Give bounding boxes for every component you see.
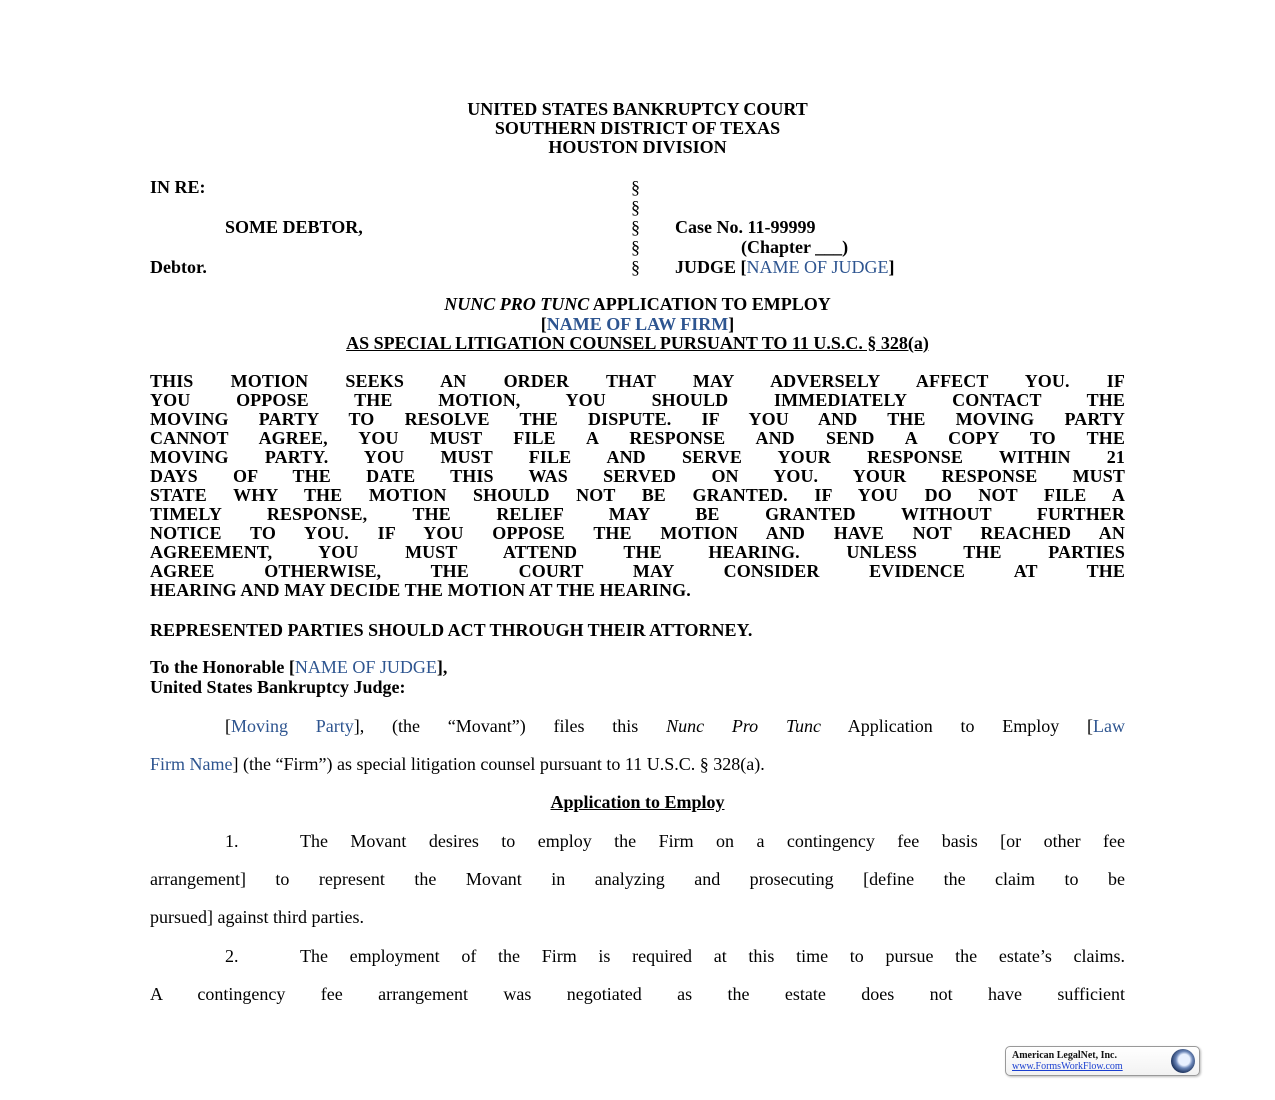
bracket-open: [ (225, 716, 231, 736)
represented-parties-notice: REPRESENTED PARTIES SHOULD ACT THROUGH THEIR ATTORNEY. (150, 620, 753, 640)
notice-line: HEARING AND MAY DECIDE THE MOTION AT THE HEARING. (150, 580, 691, 600)
case-number: Case No. 11-99999 (675, 217, 816, 237)
salutation (150, 658, 447, 697)
notice-line: NOTICE TO YOU. IF YOU OPPOSE THE MOTION AND HAVE NOT REACHED AN (150, 523, 1125, 543)
numbered-paragraph-2 (150, 937, 1125, 1013)
salutation-suffix: ], (436, 657, 448, 677)
intro-text: ], (the “Movant”) files this (353, 716, 667, 736)
notice-line: TIMELY RESPONSE, THE RELIEF MAY BE GRANTED WITHOUT FURTHER (150, 504, 1125, 524)
court-name: UNITED STATES BANKRUPTCY COURT (467, 99, 808, 119)
title-line-2 (150, 315, 1125, 335)
intro-nunc-pro-tunc: Nunc Pro Tunc (666, 716, 821, 736)
chapter-field: (Chapter ___) (741, 237, 849, 257)
intro-paragraph (150, 707, 1125, 783)
judge-name-placeholder[interactable]: NAME OF JUDGE (294, 657, 437, 677)
debtor-label: Debtor. (150, 257, 207, 277)
judge-bracket-close: ] (888, 257, 895, 277)
document-title (150, 295, 1125, 354)
notice-line: DAYS OF THE DATE THIS WAS SERVED ON YOU. YOUR RESPONSE MUST (150, 466, 1125, 486)
numbered-paragraph-1 (150, 822, 1125, 936)
title-application: APPLICATION TO EMPLOY (589, 294, 831, 314)
title-nunc-pro-tunc: NUNC PRO TUNC (444, 294, 590, 314)
notice-block (150, 372, 1125, 600)
section-symbol: § (631, 217, 640, 237)
section-heading-text: Application to Employ (550, 792, 725, 812)
court-district: SOUTHERN DISTRICT OF TEXAS (494, 118, 781, 138)
section-symbol: § (631, 257, 640, 277)
section-symbol: § (631, 197, 640, 217)
paragraph-text: The Movant desires to employ the Firm on a contingency fee basis [or other fee (300, 831, 1125, 851)
intro-text: Application to Employ [ (820, 716, 1094, 736)
paragraph-number: 2. (225, 946, 239, 966)
title-line-1 (150, 295, 1125, 315)
section-heading (150, 792, 1125, 813)
american-legalnet-logo[interactable] (1005, 1046, 1200, 1076)
globe-icon (1171, 1049, 1195, 1073)
in-re-label: IN RE: (150, 177, 206, 197)
court-division: HOUSTON DIVISION (548, 137, 727, 157)
notice-line: YOU OPPOSE THE MOTION, YOU SHOULD IMMEDIATELY CONTACT THE (150, 390, 1125, 410)
bracket-open: [ (540, 313, 547, 334)
salutation-line-1 (150, 658, 447, 678)
notice-line: AGREE OTHERWISE, THE COURT MAY CONSIDER EVIDENCE AT THE (150, 561, 1125, 581)
title-line-3: AS SPECIAL LITIGATION COUNSEL PURSUANT TO 11 U.S.C. § 328(a) (346, 333, 929, 353)
notice-line: CANNOT AGREE, YOU MUST FILE A RESPONSE AND SEND A COPY TO THE (150, 428, 1125, 448)
law-firm-placeholder[interactable]: NAME OF LAW FIRM (546, 313, 729, 334)
paragraph-line (150, 937, 1125, 975)
paragraph-line (150, 822, 1125, 860)
notice-line: STATE WHY THE MOTION SHOULD NOT BE GRANTED. IF YOU DO NOT FILE A (150, 485, 1125, 505)
judge-label: JUDGE [ (675, 257, 747, 277)
notice-line: MOVING PARTY TO RESOLVE THE DISPUTE. IF YOU AND THE MOVING PARTY (150, 409, 1125, 429)
intro-line-2 (150, 745, 1125, 783)
salutation-line-2: United States Bankruptcy Judge: (150, 676, 406, 697)
moving-party-placeholder[interactable]: Moving Party (231, 716, 354, 736)
law-firm-name-placeholder[interactable]: Law (1093, 716, 1125, 736)
intro-line-1 (150, 707, 1125, 745)
paragraph-line: arrangement] to represent the Movant in analyzing and prosecuting [define the claim to be (150, 869, 1125, 889)
section-symbol: § (631, 237, 640, 257)
bracket-close: ] (728, 313, 735, 334)
judge-line (675, 257, 895, 277)
paragraph-line: A contingency fee arrangement was negotiated as the estate does not have sufficient (150, 984, 1125, 1004)
notice-line: THIS MOTION SEEKS AN ORDER THAT MAY ADVERSELY AFFECT YOU. IF (150, 371, 1125, 391)
paragraph-text: The employment of the Firm is required at this time to pursue the estate’s claims. (300, 946, 1125, 966)
paragraph-number: 1. (225, 831, 239, 851)
paragraph-line: pursued] against third parties. (150, 907, 364, 927)
section-symbol: § (631, 177, 640, 197)
logo-company-name: American LegalNet, Inc. (1012, 1050, 1117, 1061)
intro-text: ] (the “Firm”) as special litigation counsel pursuant to 11 U.S.C. § 328(a). (232, 754, 765, 774)
court-header (150, 100, 1125, 157)
notice-line: AGREEMENT, YOU MUST ATTEND THE HEARING. UNLESS THE PARTIES (150, 542, 1125, 562)
debtor-name: SOME DEBTOR, (225, 217, 363, 237)
logo-url-link[interactable]: www.FormsWorkFlow.com (1012, 1061, 1123, 1072)
judge-name-placeholder[interactable]: NAME OF JUDGE (746, 257, 889, 277)
notice-line: MOVING PARTY. YOU MUST FILE AND SERVE YOUR RESPONSE WITHIN 21 (150, 447, 1125, 467)
law-firm-name-placeholder[interactable]: Firm Name (150, 754, 233, 774)
salutation-prefix: To the Honorable [ (150, 657, 295, 677)
